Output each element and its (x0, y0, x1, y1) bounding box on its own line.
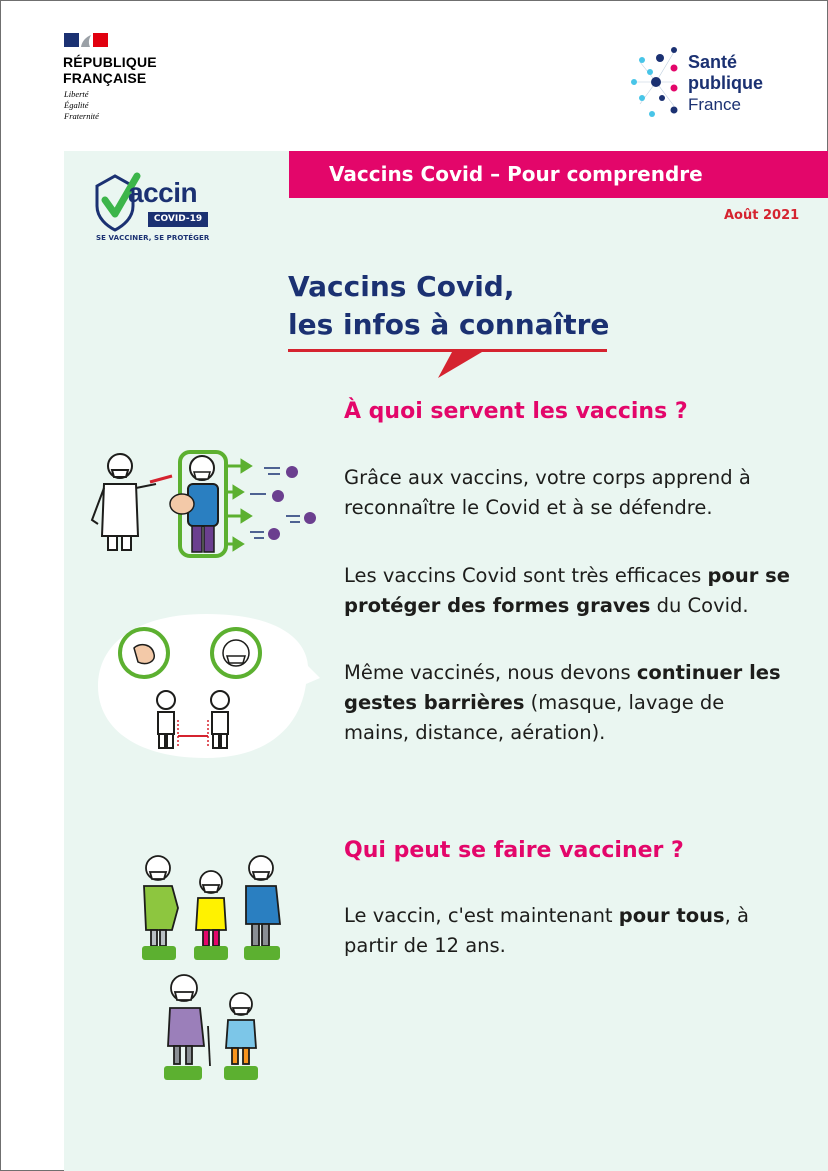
paragraph-gestes-barrieres (344, 658, 784, 748)
motto-liberte: Liberté (64, 89, 89, 99)
p3-text-a: Même vaccinés, nous devons (344, 661, 637, 684)
republique-francaise-name (63, 54, 157, 86)
covid19-badge: COVID-19 (148, 212, 208, 227)
vaccin-wordmark: accin (128, 177, 198, 208)
vaccination-for-all-illustration (134, 848, 284, 1084)
sante-publique-france-logo-icon (630, 44, 682, 124)
spf-line3: France (688, 95, 741, 114)
publication-date: Août 2021 (724, 208, 800, 223)
spf-line2: publique (688, 73, 763, 93)
speech-bubble-underline-icon (282, 340, 612, 380)
rf-name-line2: FRANÇAISE (63, 70, 147, 86)
vaccin-tagline: SE VACCINER, SE PROTÉGER (96, 234, 210, 242)
title-line1: Vaccins Covid, (288, 270, 515, 303)
paragraph-vaccins-efficaces (344, 561, 794, 621)
p3-text-c: (masque, lavage de mains, distance, aération). (344, 691, 725, 744)
p2-text-c: du Covid. (650, 594, 749, 617)
p4-text-bold: pour tous (618, 904, 725, 927)
p3-text-bold: continuer les gestes barrières (344, 661, 781, 714)
paragraph-corps-apprend: Grâce aux vaccins, votre corps apprend à reconnaître le Covid et à se défendre. (344, 466, 751, 519)
topic-banner (289, 151, 828, 198)
title-line2: les infos à connaître (288, 308, 610, 341)
paragraph-pour-tous (344, 901, 784, 961)
doctor-vaccination-illustration (86, 444, 326, 564)
p4-text-a: Le vaccin, c'est maintenant (344, 904, 619, 927)
barrier-gestures-bubble-illustration (96, 608, 322, 764)
spf-line1: Santé (688, 52, 738, 72)
heading-a-quoi-servent: À quoi servent les vaccins ? (344, 399, 688, 424)
motto-egalite: Égalité (64, 100, 89, 110)
motto-fraternite: Fraternité (64, 111, 99, 121)
page-title (288, 268, 609, 344)
republique-motto (64, 89, 99, 122)
banner-label: Vaccins Covid – Pour comprendre (329, 162, 703, 186)
p4-text-c: , à partir de 12 ans. (344, 904, 749, 957)
heading-qui-peut: Qui peut se faire vacciner ? (344, 838, 684, 863)
sante-publique-france-wordmark (688, 52, 763, 115)
p2-text-bold: pour se protéger des formes graves (344, 564, 790, 617)
rf-name-line1: RÉPUBLIQUE (63, 54, 157, 70)
marianne-flag-icon (64, 33, 108, 47)
p2-text-a: Les vaccins Covid sont très efficaces (344, 564, 708, 587)
